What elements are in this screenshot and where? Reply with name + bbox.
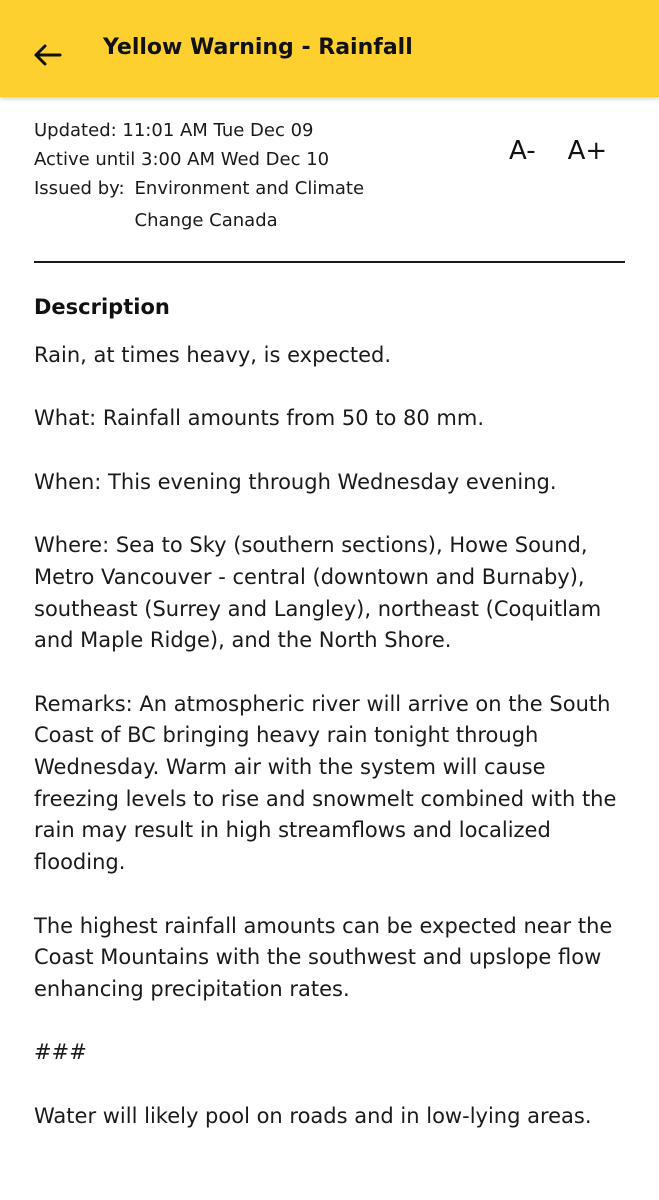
description-paragraph: Water will likely pool on roads and in low-lying areas. xyxy=(34,1103,592,1128)
increase-font-button[interactable]: A+ xyxy=(567,136,608,166)
issued-by-label: Issued by: xyxy=(34,178,125,199)
back-button[interactable] xyxy=(22,30,72,80)
page-title: Yellow Warning - Rainfall xyxy=(103,35,413,60)
font-size-controls xyxy=(505,133,611,169)
issued-by-row xyxy=(34,174,504,237)
warning-meta xyxy=(34,116,504,237)
description-paragraph: When: This evening through Wednesday evening. xyxy=(34,469,557,494)
active-until-time: Active until 3:00 AM Wed Dec 10 xyxy=(34,149,330,170)
description-paragraph: Remarks: An atmospheric river will arrive on the South Coast of BC bringing heavy rain tonight through Wednesday. Warm air with the system will cause freezing levels to rise and snowmelt combined with the rain may result in high streamflows and localized flooding. xyxy=(34,691,617,875)
issued-by-value: Environment and Climate Change Canada xyxy=(134,178,365,231)
app-header xyxy=(0,0,659,97)
description-title: Description xyxy=(34,295,170,319)
description-paragraph: The highest rainfall amounts can be expected near the Coast Mountains with the southwest and upslope flow enhancing precipitation rates. xyxy=(34,913,613,1001)
description-paragraph: Rain, at times heavy, is expected. xyxy=(34,343,392,367)
updated-time: Updated: 11:01 AM Tue Dec 09 xyxy=(34,120,314,141)
arrow-left-icon xyxy=(32,43,62,67)
decrease-font-button[interactable]: A- xyxy=(509,136,536,166)
divider xyxy=(34,261,625,263)
description-body xyxy=(34,340,629,1164)
description-paragraph: ### xyxy=(34,1040,87,1065)
description-paragraph: What: Rainfall amounts from 50 to 80 mm. xyxy=(34,406,485,431)
description-paragraph: Where: Sea to Sky (southern sections), Howe Sound, Metro Vancouver - central (downtown and Burnaby), southeast (Surrey and Langley), northeast (Coquitlam and Maple Ridge), and the North Shore. xyxy=(34,533,602,653)
